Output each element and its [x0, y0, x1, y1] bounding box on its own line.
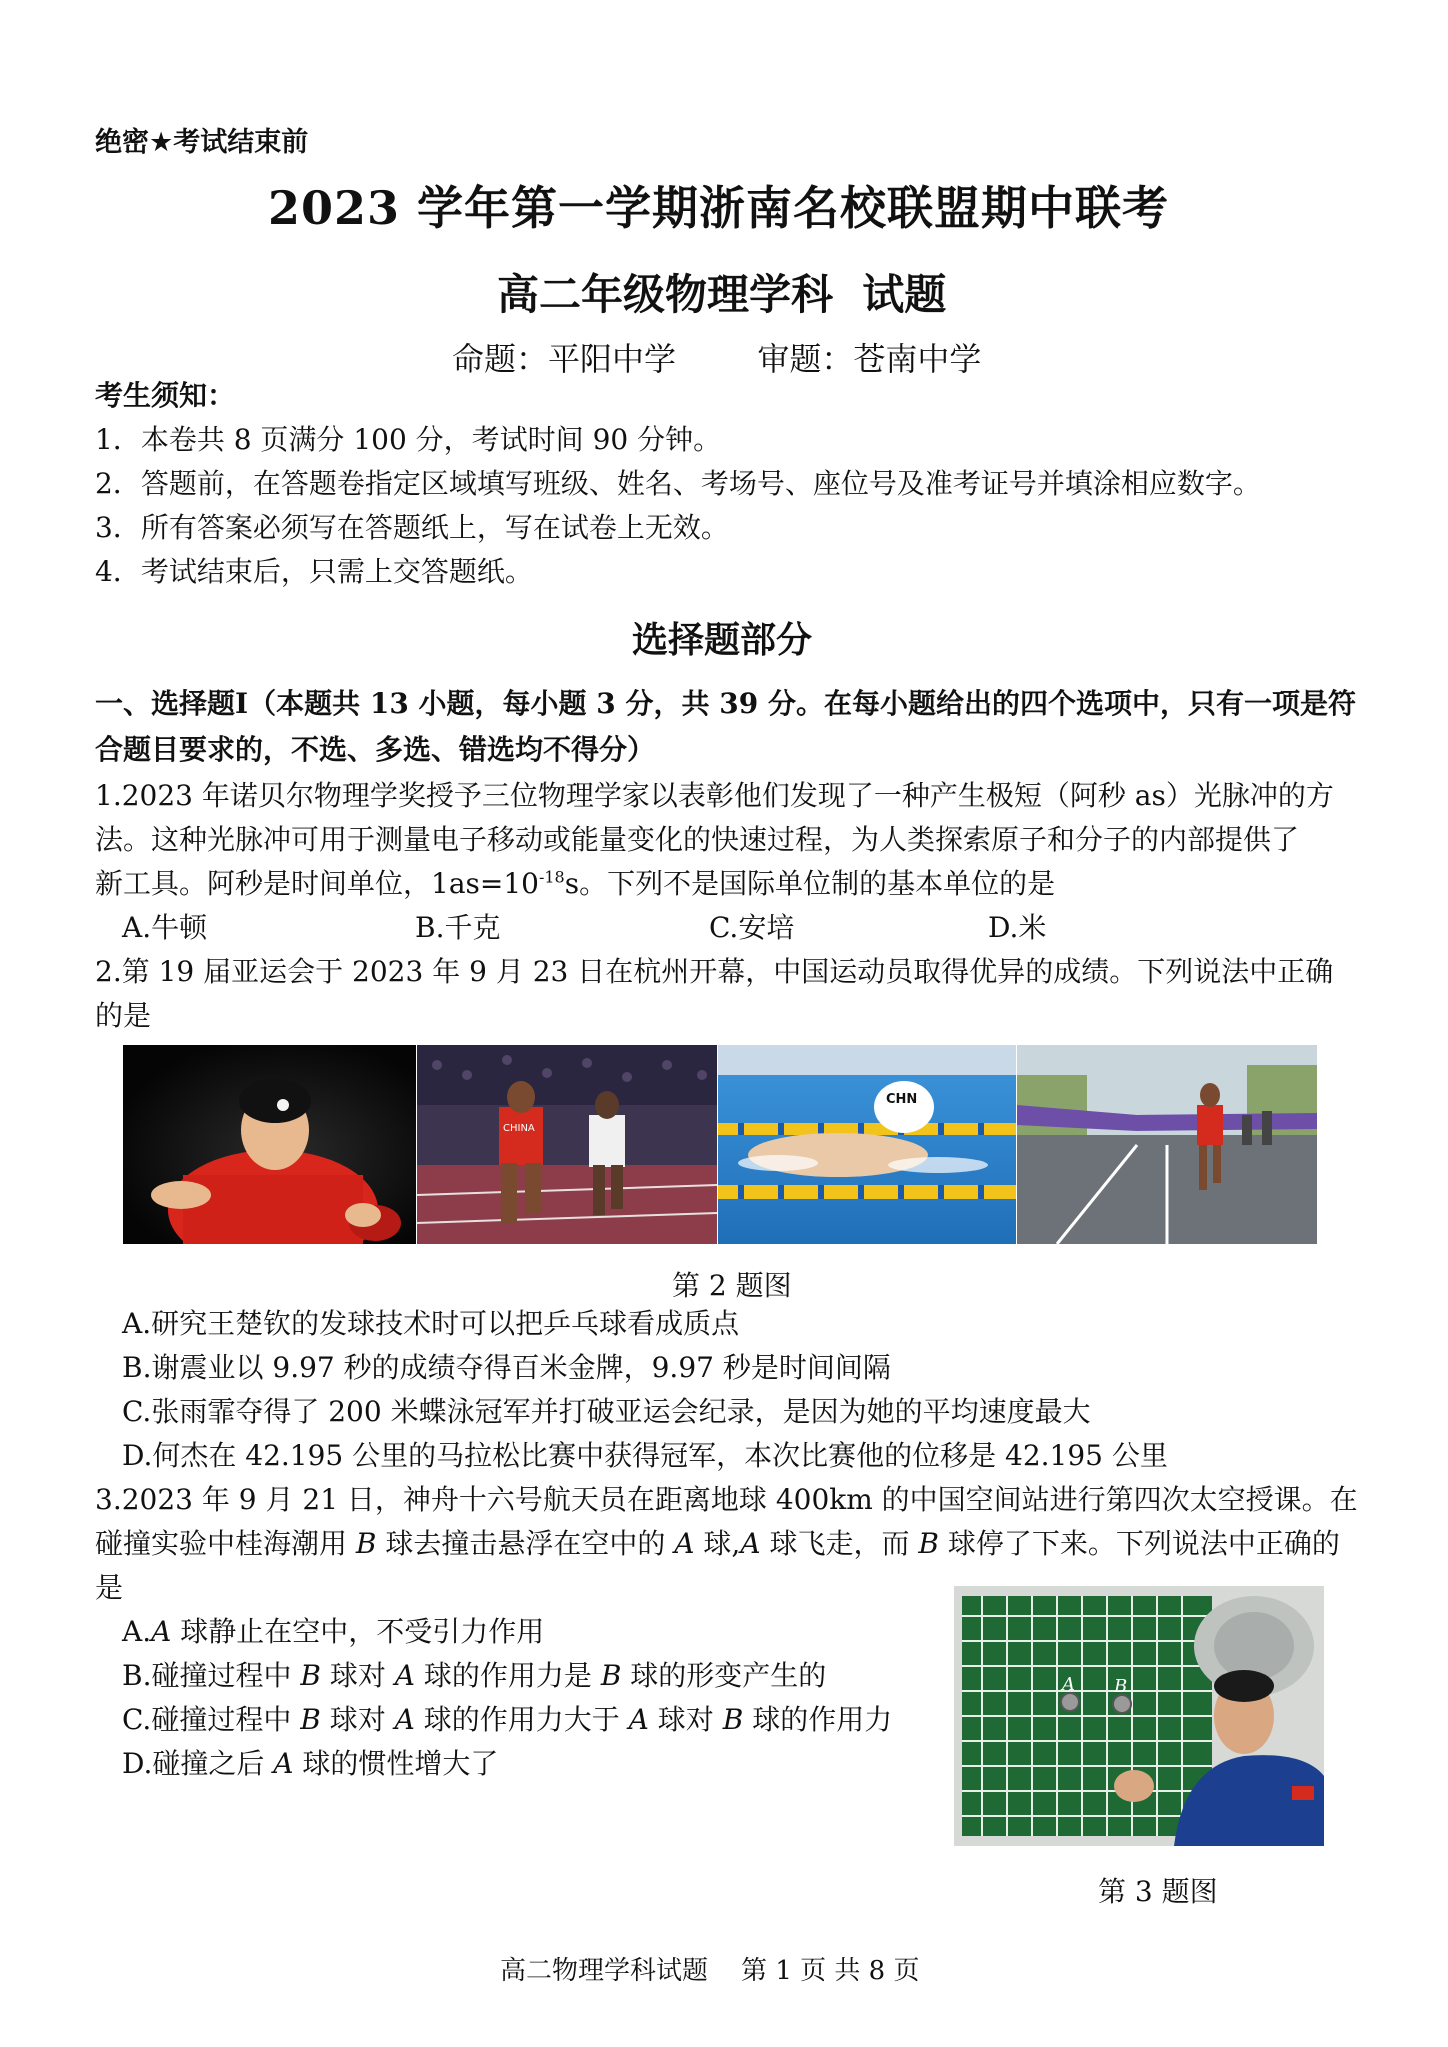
q3-opt-var: B [722, 1703, 744, 1736]
part-heading-line1: 一、选择题Ⅰ（本题共 13 小题，每小题 3 分，共 39 分。在每小题给出的四个选项中，只有一项是符 [95, 687, 1357, 720]
q3-opt-text: D.碰撞之后 [122, 1747, 274, 1780]
q3-option-d [122, 1742, 498, 1786]
q3-text: 碰撞实验中桂海潮用 [95, 1527, 356, 1560]
q2-option-b: B.谢震业以 9.97 秒的成绩夺得百米金牌，9.97 秒是时间间隔 [122, 1351, 891, 1384]
q3-option-a [122, 1610, 544, 1654]
q1-line3-a: 新工具。阿秒是时间单位，1as=10 [95, 867, 539, 900]
q3-opt-var: A [151, 1615, 172, 1648]
q2-line: 2.第 19 届亚运会于 2023 年 9 月 23 日在杭州开幕，中国运动员取得优异的成绩。下列说法中正确 [95, 955, 1334, 988]
q3-opt-var: B [600, 1659, 622, 1692]
q1-exponent: -18 [538, 867, 565, 887]
q3-opt-text: 球的作用力是 [415, 1659, 601, 1692]
q3-opt-text: 球对 [648, 1703, 723, 1736]
q1-line: 法。这种光脉冲可用于测量电子移动或能量变化的快速过程，为人类探索原子和分子的内部提供了 [95, 823, 1300, 856]
q3-opt-text: 球对 [320, 1703, 395, 1736]
q3-opt-var: B [300, 1659, 321, 1692]
q3-opt-var: A [273, 1747, 294, 1780]
notice-item: 4．考试结束后，只需上交答题纸。 [95, 555, 533, 588]
q2-caption: 第 2 题图 [672, 1269, 792, 1302]
q3-opt-text: 球的作用力 [743, 1703, 893, 1736]
q1-line3-b: s。下列不是国际单位制的基本单位的是 [564, 867, 1056, 900]
q2-photo-table-tennis [123, 1045, 416, 1244]
notice-item: 3．所有答案必须写在答题纸上，写在试卷上无效。 [95, 511, 729, 544]
q2-photo-marathon [1017, 1045, 1317, 1244]
q1-line: 1.2023 年诺贝尔物理学奖授予三位物理学家以表彰他们发现了一种产生极短（阿秒 as）光脉冲的方 [95, 779, 1334, 812]
q3-opt-text: B.碰撞过程中 [122, 1659, 301, 1692]
q1-option-d: D.米 [988, 911, 1047, 944]
notice-item: 2．答题前，在答题卷指定区域填写班级、姓名、考场号、座位号及准考证号并填涂相应数字。 [95, 467, 1261, 500]
q3-photo-label-b: B [1114, 1676, 1128, 1697]
q3-line3: 是 [95, 1571, 124, 1604]
section-title: 选择题部分 [632, 619, 813, 661]
q1-option-c: C.安培 [709, 911, 795, 944]
q3-option-b [122, 1654, 826, 1698]
q3-text: 球, [694, 1527, 741, 1560]
q3-text: 球停了下来。下列说法中正确的 [938, 1527, 1340, 1560]
q3-text: 球去撞击悬浮在空中的 [376, 1527, 675, 1560]
q3-line2 [95, 1522, 1340, 1566]
q1-option-a: A.牛顿 [122, 911, 208, 944]
q2-option-d: D.何杰在 42.195 公里的马拉松比赛中获得冠军，本次比赛他的位移是 42.195 公里 [122, 1439, 1168, 1472]
q2-option-c: C.张雨霏夺得了 200 米蝶泳冠军并打破亚运会纪录，是因为她的平均速度最大 [122, 1395, 1091, 1428]
q3-caption: 第 3 题图 [1098, 1875, 1218, 1908]
q3-opt-text: 球静止在空中，不受引力作用 [171, 1615, 545, 1648]
q3-var: B [918, 1527, 939, 1560]
q3-line1: 3.2023 年 9 月 21 日，神舟十六号航天员在距离地球 400km 的中国空间站进行第四次太空授课。在 [95, 1483, 1358, 1516]
q3-opt-text: 球的作用力大于 [414, 1703, 629, 1736]
q3-var: B [355, 1527, 377, 1560]
q2-photo-sprint [417, 1045, 717, 1244]
q3-var: A [740, 1527, 761, 1560]
q3-text: 球飞走，而 [760, 1527, 919, 1560]
q3-opt-text: 球的形变产生的 [621, 1659, 827, 1692]
q3-opt-text: 球对 [320, 1659, 395, 1692]
q3-photo-space-station [954, 1586, 1324, 1846]
q3-opt-text: C.碰撞过程中 [122, 1703, 301, 1736]
q3-opt-text: 球的惯性增大了 [293, 1747, 499, 1780]
q1-line3 [95, 862, 1055, 906]
q3-opt-text: A. [122, 1615, 152, 1648]
notice-heading: 考生须知： [95, 379, 236, 412]
q2-photo-text-china: CHINA [503, 1123, 535, 1134]
q3-opt-var: A [394, 1659, 416, 1692]
q2-line: 的是 [95, 999, 152, 1032]
q3-option-c [122, 1698, 892, 1742]
authors-line: 命题：平阳中学 审题：苍南中学 [452, 340, 982, 378]
secret-label: 绝密★考试结束前 [95, 127, 309, 158]
q2-photo-text-chn: CHN [886, 1092, 918, 1107]
q3-opt-var: A [628, 1703, 649, 1736]
q3-opt-var: B [300, 1703, 321, 1736]
q1-option-b: B.千克 [415, 911, 501, 944]
q3-opt-var: A [394, 1703, 415, 1736]
notice-item: 1．本卷共 8 页满分 100 分，考试时间 90 分钟。 [95, 423, 722, 456]
page-footer: 高二物理学科试题 第 1 页 共 8 页 [500, 1956, 920, 1986]
q3-photo-label-a: A [1062, 1674, 1075, 1695]
q2-photo-swimming [718, 1045, 1016, 1244]
exam-subtitle: 高二年级物理学科 试题 [497, 270, 947, 319]
q2-option-a: A.研究王楚钦的发球技术时可以把乒乓球看成质点 [122, 1307, 740, 1340]
q3-var: A [674, 1527, 695, 1560]
part-heading-line2: 合题目要求的，不选、多选、错选均不得分） [95, 733, 656, 766]
exam-title: 2023 学年第一学期浙南名校联盟期中联考 [268, 181, 1170, 235]
